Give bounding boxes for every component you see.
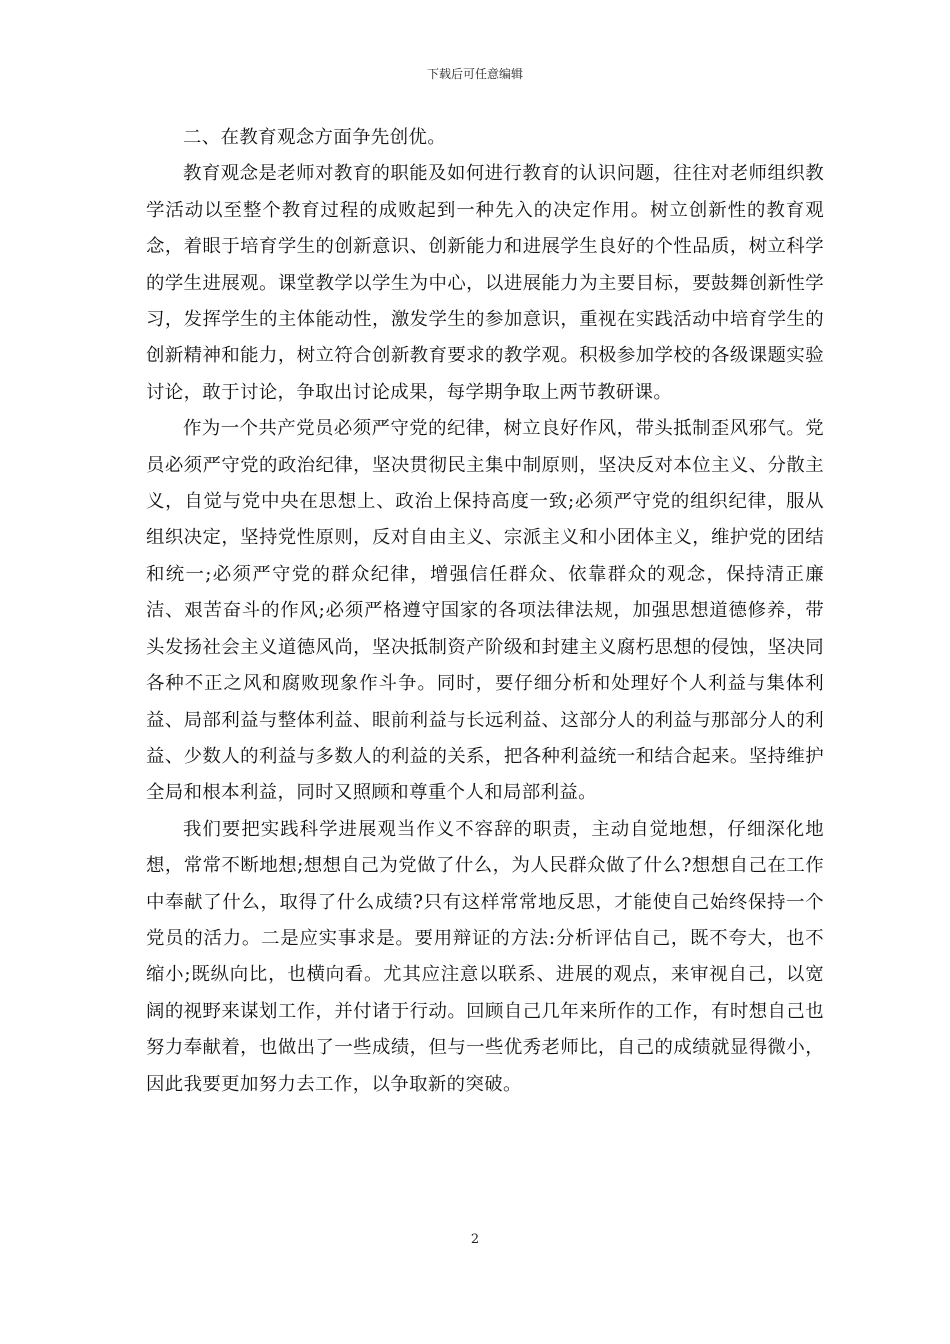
section-heading: 二、在教育观念方面争先创优。: [183, 127, 447, 148]
paragraph: 教育观念是老师对教育的职能及如何进行教育的认识问题，往往对老师组织教学活动以至整个教育过程的成败起到一种先入的决定作用。树立创新性的教育观念，着眼于培育学生的创新意识、创新能力和进展学生良好的个性品质，树立科学的学生进展观。课堂教学以学生为中心，以进展能力为主要目标，要鼓舞创新性学习，发挥学生的主体能动性，激发学生的参加意识，重视在实践活动中培育学生的创新精神和能力，树立符合创新教育要求的教学观。积极参加学校的各级课题实验讨论，敢于讨论，争取出讨论成果，每学期争取上两节教研课。: [146, 163, 824, 403]
page-number: 2: [470, 1232, 480, 1247]
document-body: [146, 120, 824, 1103]
page-header: 下载后可任意编辑: [426, 67, 523, 81]
paragraph: 作为一个共产党员必须严守党的纪律，树立良好作风，带头抵制歪风邪气。党员必须严守党的政治纪律，坚决贯彻民主集中制原则，坚决反对本位主义、分散主义，自觉与党中央在思想上、政治上保持高度一致;必须严守党的组织纪律，服从组织决定，坚持党性原则，反对自由主义、宗派主义和小团体主义，维护党的团结和统一;必须严守党的群众纪律，增强信任群众、依靠群众的观念，保持清正廉洁、艰苦奋斗的作风;必须严格遵守国家的各项法律法规，加强思想道德修养，带头发扬社会主义道德风尚，坚决抵制资产阶级和封建主义腐朽思想的侵蚀，坚决同各种不正之风和腐败现象作斗争。同时，要仔细分析和处理好个人利益与集体利益、局部利益与整体利益、眼前利益与长远利益、这部分人的利益与那部分人的利益、少数人的利益与多数人的利益的关系，把各种利益统一和结合起来。坚持维护全局和根本利益，同时又照顾和尊重个人和局部利益。: [146, 418, 824, 804]
paragraph: 我们要把实践科学进展观当作义不容辞的职责，主动自觉地想，仔细深化地想，常常不断地想;想想自己为党做了什么，为人民群众做了什么?想想自己在工作中奉献了什么，取得了什么成绩?只有这样常常地反思，才能使自己始终保持一个党员的活力。二是应实事求是。要用辩证的方法:分析评估自己，既不夸大，也不缩小;既纵向比，也横向看。尤其应注意以联系、进展的观点，来审视自己，以宽阔的视野来谋划工作，并付诸于行动。回顾自己几年来所作的工作，有时想自己也努力奉献着，也做出了一些成绩，但与一些优秀老师比，自己的成绩就显得微小，因此我要更加努力去工作，以争取新的突破。: [146, 818, 824, 1095]
